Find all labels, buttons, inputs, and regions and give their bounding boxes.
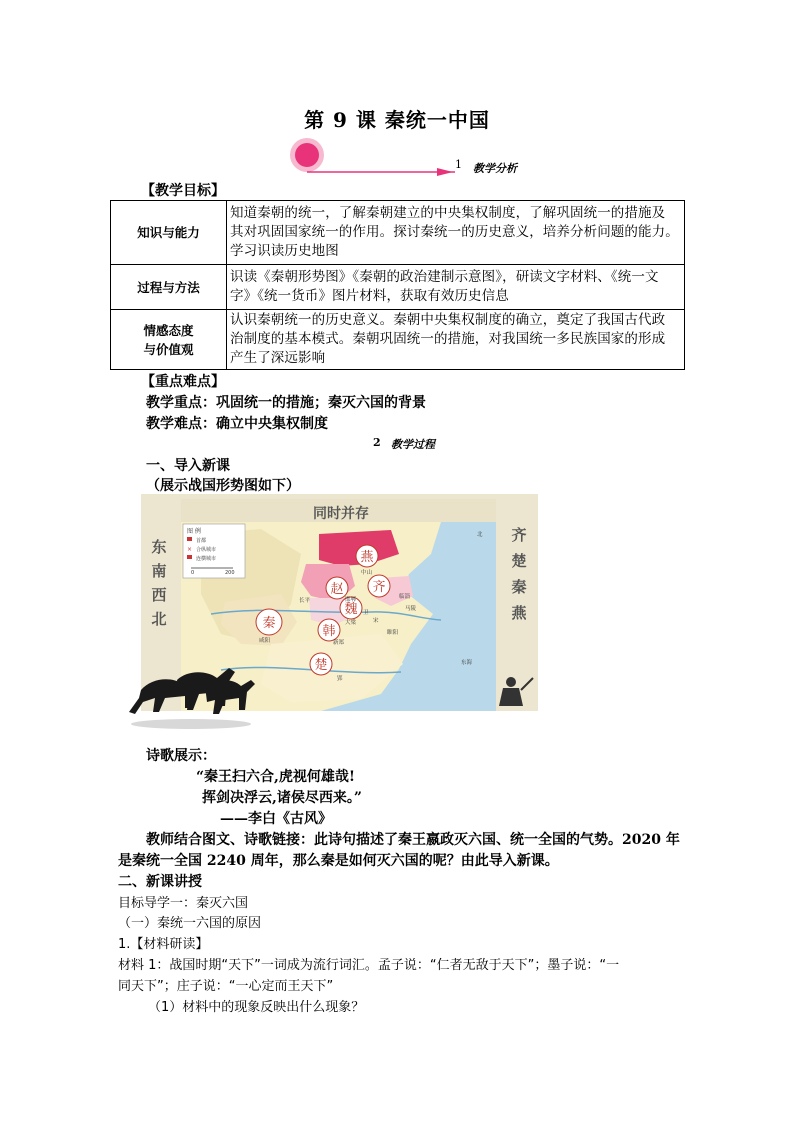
poem-line-1: “秦王扫六合,虎视何雄哉! (196, 769, 356, 785)
process-label: 教学过程 (391, 438, 435, 451)
city-label: 临淄 (399, 594, 411, 600)
state-label: 韩 (322, 624, 336, 639)
goal-key: 过程与方法 (111, 265, 227, 310)
goal-line: 其对巩固国家统一的作用。探讨秦统一的历史意义，培养分析问题的能力。 (230, 224, 679, 240)
scale-start: 0 (191, 570, 195, 576)
state-label: 齐 (372, 580, 386, 595)
teaching-difficulty: 教学难点：确立中央集权制度 (146, 416, 328, 432)
goal-key: 知识与能力 (111, 201, 227, 265)
goal-line: 识读《秦朝形势图》《秦朝的政治建制示意图》，研读文字材料、《统一文 (230, 269, 659, 285)
goal-key-line: 与价值观 (143, 341, 194, 357)
state-label: 秦 (262, 616, 276, 631)
goals-row (111, 201, 685, 265)
legend-item: 首都 (196, 538, 207, 544)
side-right: 秦 (511, 578, 527, 596)
city-label: 东海 (461, 660, 473, 666)
side-left: 东 (151, 538, 167, 556)
teaching-focus: 教学重点：巩固统一的措施；秦灭六国的背景 (146, 395, 426, 411)
side-left: 西 (151, 586, 167, 604)
side-left: 北 (151, 610, 167, 628)
city-label: 郢 (337, 676, 343, 682)
side-right: 燕 (511, 604, 527, 622)
city-label: 咸阳 (259, 638, 271, 644)
map-banner: 同时并存 (313, 506, 369, 522)
process-number: 2 (373, 436, 381, 449)
goal-value (227, 201, 685, 265)
analysis-label: 教学分析 (473, 162, 517, 175)
poem-author: ——李白《古风》 (220, 811, 332, 827)
goal-line: 治制度的基本模式。秦朝巩固统一的措施，对我国统一多民族国家的形成 (230, 331, 666, 347)
question-1: （1）材料中的现象反映出什么现象？ (148, 1000, 365, 1015)
goal-key-line: 情感态度 (143, 322, 194, 338)
goal-line: 知道秦朝的统一，了解秦朝建立的中央集权制度，了解巩固统一的措施及 (230, 205, 666, 221)
intro-sub: （展示战国形势图如下） (146, 478, 300, 494)
material-line: 材料 1：战国时期“天下”一词成为流行词汇。孟子说：“仁者无敌于天下”；墨子说：“一 (118, 958, 620, 973)
city-label: 宋 (373, 618, 379, 624)
city-label: 中山 (361, 570, 373, 576)
material-line: 同天下”；庄子说：“一心定而王天下” (118, 979, 334, 994)
goals-row (111, 310, 685, 370)
legend-title: 图 例 (187, 528, 201, 535)
goal-key (111, 310, 227, 370)
goal-line: 学习识读历史地图 (230, 243, 339, 259)
city-label: 新郑 (333, 640, 345, 646)
goal-value (227, 265, 685, 310)
goals-table (110, 200, 685, 370)
compass-north: 北 (477, 532, 483, 538)
analysis-number: 1 (455, 158, 462, 171)
goal-line: 认识秦朝统一的历史意义。秦朝中央集权制度的确立，奠定了我国古代政 (230, 312, 666, 328)
goals-heading: 【教学目标】 (141, 183, 225, 199)
goal-line: 字》《统一货币》图片材料，获取有效历史信息 (230, 288, 509, 304)
new-lesson-heading: 二、新课讲授 (118, 874, 202, 890)
guide-heading: 目标导学一：秦灭六国 (118, 896, 249, 911)
svg-text:×: × (187, 546, 193, 553)
sub-heading: （一）秦统一六国的原因 (118, 916, 262, 931)
city-label: 大梁 (345, 620, 357, 626)
scale-end: 200 (225, 570, 235, 576)
paragraph-line: 教师结合图文、诗歌链接：此诗句描述了秦王嬴政灭六国、统一全国的气势。2020 年 (146, 832, 680, 848)
goal-value (227, 310, 685, 370)
city-label: 睢阳 (387, 630, 399, 636)
lesson-title: 第 9 课 秦统一中国 (304, 108, 490, 132)
state-label: 魏 (344, 602, 358, 617)
city-label: 邯郸 (345, 597, 357, 603)
state-label: 赵 (330, 582, 344, 597)
poem-line-2: 挥剑决浮云,诸侯尽西来。” (202, 790, 362, 806)
legend-item: 连横城市 (196, 556, 217, 562)
goal-line: 产生了深远影响 (230, 350, 326, 366)
side-right: 齐 (511, 526, 527, 544)
goals-row (111, 265, 685, 310)
section-decoration (287, 138, 587, 176)
material-heading: 1.【材料研读】 (118, 937, 209, 952)
city-label: 卫 (363, 610, 369, 616)
horses-illustration (121, 650, 261, 730)
poem-heading: 诗歌展示： (146, 748, 216, 764)
keypoints-heading: 【重点难点】 (141, 374, 225, 390)
side-left: 南 (151, 562, 167, 580)
legend-item: 合纵城市 (196, 547, 217, 553)
city-label: 马陵 (405, 606, 417, 612)
state-label: 楚 (314, 658, 328, 673)
intro-heading: 一、导入新课 (146, 458, 230, 474)
paragraph-line: 是秦统一全国 2240 周年，那么秦是如何灭六国的呢？由此导入新课。 (118, 853, 559, 869)
city-label: 长平 (299, 598, 311, 604)
side-right: 楚 (511, 552, 527, 570)
state-label: 燕 (360, 550, 374, 565)
